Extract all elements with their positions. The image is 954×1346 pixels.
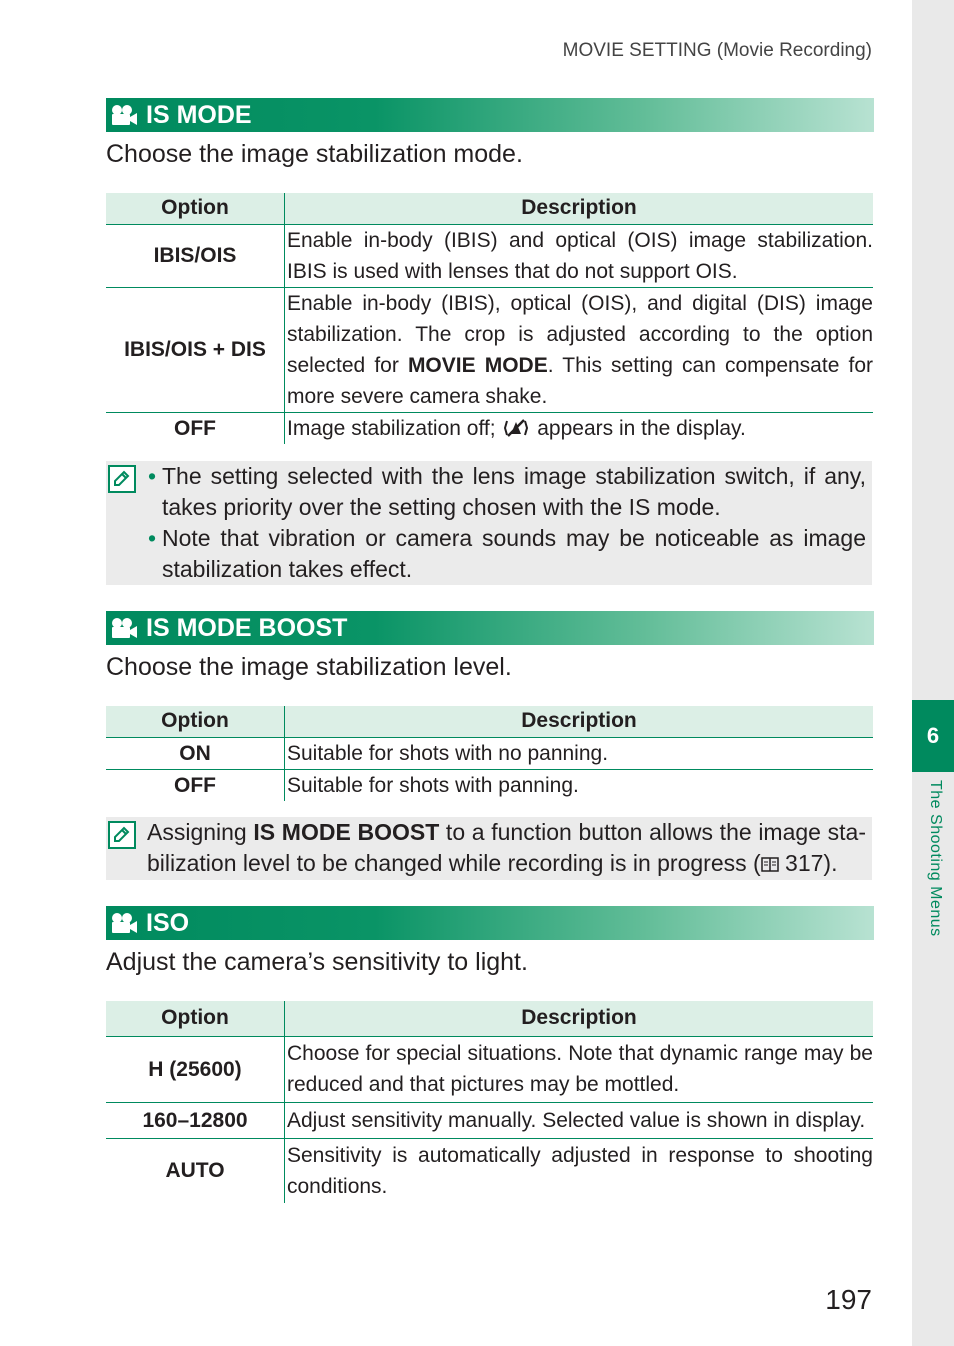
option-name: IBIS/OIS <box>106 224 285 287</box>
table-row <box>106 287 873 412</box>
table-row <box>106 1102 873 1138</box>
option-name: OFF <box>106 412 285 444</box>
option-name: AUTO <box>106 1138 285 1203</box>
table-row <box>106 1036 873 1102</box>
movie-camera-icon <box>110 912 138 934</box>
option-description: Enable in-body (IBIS), optical (OIS), and digital (DIS) image stabilization. The crop is adjusted according to the option selected for MOVIE MODE. This setting can compensate for more severe camera shake. <box>285 287 874 412</box>
table-row <box>106 769 873 801</box>
options-table-is-mode-boost <box>106 706 873 801</box>
option-description: Sensitivity is automatically adjusted in response to shooting conditions. <box>285 1138 874 1203</box>
column-header-description: Description <box>285 193 874 224</box>
movie-camera-icon <box>110 617 138 639</box>
section-heading-is-mode-boost <box>106 611 874 645</box>
section-title: IS MODE <box>146 100 252 129</box>
option-name: OFF <box>106 769 285 801</box>
note-text: Assigning IS MODE BOOST to a function button allows the image stabilization level to be changed while recording is in progress ( 317). <box>147 819 866 876</box>
option-name: H (25600) <box>106 1036 285 1102</box>
table-row <box>106 224 873 287</box>
note-box <box>106 817 872 880</box>
stabilization-off-icon <box>501 418 531 438</box>
note-icon <box>108 821 136 849</box>
option-description: Image stabilization off; appears in the display. <box>285 412 874 444</box>
options-table-iso <box>106 1001 873 1203</box>
option-description: Suitable for shots with no panning. <box>285 737 874 769</box>
column-header-option: Option <box>106 193 285 224</box>
section-intro: Adjust the camera’s sensitivity to light. <box>106 948 528 976</box>
option-description: Adjust sensitivity manually. Selected value is shown in display. <box>285 1102 874 1138</box>
section-heading-is-mode <box>106 98 874 132</box>
option-description: Enable in-body (IBIS) and optical (OIS) image stabilization. IBIS is used with lenses that do not support OIS. <box>285 224 874 287</box>
section-intro: Choose the image stabilization mode. <box>106 140 523 168</box>
section-title: IS MODE BOOST <box>146 613 348 642</box>
note-icon <box>108 465 136 493</box>
option-description: Choose for special situations. Note that dynamic range may be reduced and that pictures may be mottled. <box>285 1036 874 1102</box>
side-tab <box>912 0 954 1346</box>
table-row <box>106 1138 873 1203</box>
option-description: Suitable for shots with panning. <box>285 769 874 801</box>
note-box <box>106 461 872 585</box>
running-header: MOVIE SETTING (Movie Recording) <box>562 40 872 61</box>
option-name: ON <box>106 737 285 769</box>
section-intro: Choose the image stabilization level. <box>106 653 512 681</box>
list-item: • Note that vibration or camera sounds may be noticeable as image stabilization takes effect. <box>162 523 872 585</box>
list-item: • The setting selected with the lens image stabilization switch, if any, takes priority over the setting chosen with the IS mode. <box>162 461 872 523</box>
column-header-option: Option <box>106 1001 285 1036</box>
column-header-description: Description <box>285 1001 874 1036</box>
option-name: 160–12800 <box>106 1102 285 1138</box>
section-title: ISO <box>146 908 190 937</box>
chapter-number: 6 <box>912 700 954 772</box>
section-heading-iso <box>106 906 874 940</box>
table-row <box>106 412 873 444</box>
column-header-option: Option <box>106 706 285 737</box>
options-table-is-mode <box>106 193 873 444</box>
page-number: 197 <box>825 1284 872 1315</box>
movie-camera-icon <box>110 104 138 126</box>
option-name: IBIS/OIS + DIS <box>106 287 285 412</box>
chapter-title: The Shooting Menus <box>927 780 944 937</box>
column-header-description: Description <box>285 706 874 737</box>
book-icon <box>761 857 779 872</box>
table-row <box>106 737 873 769</box>
